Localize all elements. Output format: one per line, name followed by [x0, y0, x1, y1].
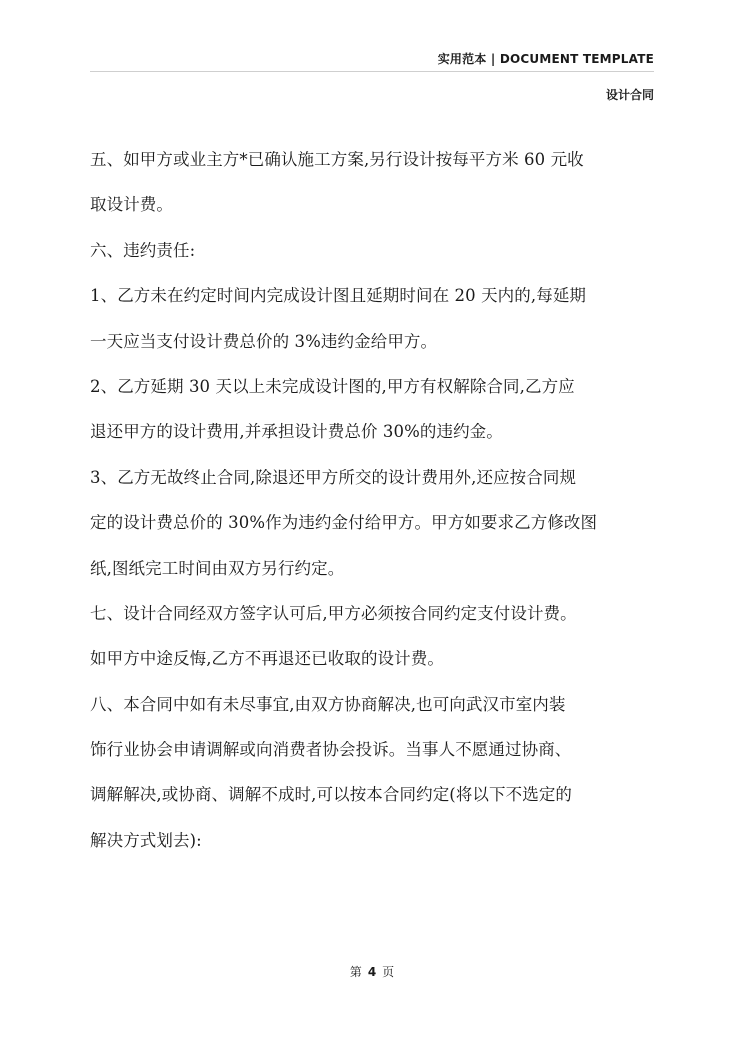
page-footer [0, 963, 744, 980]
body-line: 2、乙方延期 30 天以上未完成设计图的,甲方有权解除合同,乙方应 [90, 376, 575, 396]
document-body [90, 137, 656, 863]
body-line: 1、乙方未在约定时间内完成设计图且延期时间在 20 天内的,每延期 [90, 286, 587, 306]
body-line: 六、违约责任: [90, 240, 196, 260]
body-line: 八、本合同中如有未尽事宜,由双方协商解决,也可向武汉市室内装 [90, 694, 566, 714]
body-line: 退还甲方的设计费用,并承担设计费总价 30%的违约金。 [90, 422, 503, 442]
document-title: 设计合同 [605, 88, 654, 102]
body-line: 调解解决,或协商、调解不成时,可以按本合同约定(将以下不选定的 [90, 785, 573, 805]
body-line: 饰行业协会申请调解或向消费者协会投诉。当事人不愿通过协商、 [90, 740, 572, 760]
body-line: 定的设计费总价的 30%作为违约金付给甲方。甲方如要求乙方修改图 [90, 513, 598, 533]
header-divider [90, 71, 654, 72]
body-line: 解决方式划去): [90, 830, 202, 850]
page-number-suffix: 页 [382, 965, 395, 979]
body-line: 五、如甲方或业主方*已确认施工方案,另行设计按每平方米 60 元收 [90, 150, 584, 169]
body-line: 3、乙方无故终止合同,除退还甲方所交的设计费用外,还应按合同规 [90, 467, 577, 487]
body-line: 如甲方中途反悔,乙方不再退还已收取的设计费。 [90, 649, 444, 669]
body-line: 取设计费。 [90, 195, 173, 215]
page-header [438, 50, 654, 68]
body-line: 纸,图纸完工时间由双方另行约定。 [90, 558, 345, 578]
body-line: 一天应当支付设计费总价的 3%违约金给甲方。 [90, 331, 438, 351]
header-brand: 实用范本 | DOCUMENT TEMPLATE [437, 52, 654, 66]
body-line: 七、设计合同经双方签字认可后,甲方必须按合同约定支付设计费。 [90, 603, 577, 623]
page-number-prefix: 第 [349, 965, 362, 979]
page-number: 4 [367, 965, 377, 979]
